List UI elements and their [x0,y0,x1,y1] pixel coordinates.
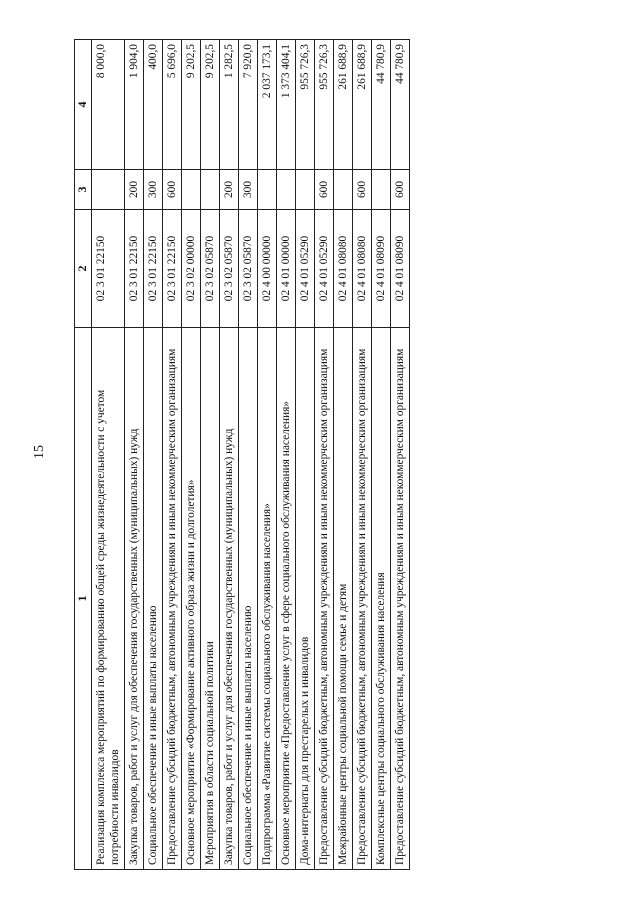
row-name-cell: Подпрограмма «Развитие системы социального обслуживания населения» [258,328,277,870]
row-name-cell: Закупка товаров, работ и услуг для обеспечения государственных (муниципальных) нужд [220,328,239,870]
row-code-cell: 02 3 01 22150 [144,210,163,328]
row-name-cell: Социальное обеспечение и иные выплаты населению [239,328,258,870]
table-row [315,40,334,870]
row-expense-type-cell [334,170,353,210]
row-name-cell: Межрайонные центры социальной помощи семье и детям [334,328,353,870]
row-name-cell: Социальное обеспечение и иные выплаты населению [144,328,163,870]
column-header-2: 2 [75,210,92,328]
row-expense-type-cell [258,170,277,210]
row-expense-type-cell: 600 [353,170,372,210]
row-amount-cell: 261 688,9 [353,40,372,170]
row-code-cell: 02 3 02 00000 [182,210,201,328]
row-amount-cell: 9 202,5 [182,40,201,170]
row-amount-cell: 44 780,9 [391,40,410,170]
table-row [92,40,125,870]
row-code-cell: 02 3 02 05870 [220,210,239,328]
row-amount-cell: 400,0 [144,40,163,170]
row-expense-type-cell: 300 [144,170,163,210]
row-name-cell: Предоставление субсидий бюджетным, автономным учреждениям и иным некоммерческим организациям [391,328,410,870]
row-name-cell: Дома-интернаты для престарелых и инвалидов [296,328,315,870]
row-amount-cell: 8 000,0 [92,40,125,170]
table-row [144,40,163,870]
row-amount-cell: 261 688,9 [334,40,353,170]
row-expense-type-cell [296,170,315,210]
row-code-cell: 02 3 02 05870 [201,210,220,328]
row-amount-cell: 2 037 173,1 [258,40,277,170]
table-row [125,40,144,870]
row-amount-cell: 1 282,5 [220,40,239,170]
row-code-cell: 02 3 02 05870 [239,210,258,328]
row-code-cell: 02 4 01 05290 [296,210,315,328]
row-amount-cell: 1 904,0 [125,40,144,170]
row-expense-type-cell: 600 [391,170,410,210]
table-row [353,40,372,870]
row-code-cell: 02 4 01 08090 [372,210,391,328]
row-amount-cell: 955 726,3 [296,40,315,170]
row-name-cell: Предоставление субсидий бюджетным, автономным учреждениям и иным некоммерческим организациям [315,328,334,870]
row-expense-type-cell [372,170,391,210]
row-expense-type-cell: 200 [125,170,144,210]
row-code-cell: 02 4 01 08080 [334,210,353,328]
table-row [258,40,277,870]
row-expense-type-cell [201,170,220,210]
row-amount-cell: 9 202,5 [201,40,220,170]
column-header-4: 4 [75,40,92,170]
row-name-cell: Закупка товаров, работ и услуг для обеспечения государственных (муниципальных) нужд [125,328,144,870]
row-name-cell: Реализация комплекса мероприятий по формированию общей среды жизнедеятельности с учетом потребности инвалидов [92,328,125,870]
table-row [372,40,391,870]
row-name-cell: Основное мероприятие «Формирование активного образа жизни и долголетия» [182,328,201,870]
row-name-cell: Комплексные центры социального обслуживания населения [372,328,391,870]
table-row [296,40,315,870]
table-row [334,40,353,870]
table-row [391,40,410,870]
table-row [163,40,182,870]
row-expense-type-cell: 200 [220,170,239,210]
table-row [277,40,296,870]
row-code-cell: 02 4 00 00000 [258,210,277,328]
row-name-cell: Основное мероприятие «Предоставление услуг в сфере социального обслуживания населения» [277,328,296,870]
row-expense-type-cell [182,170,201,210]
row-code-cell: 02 4 01 00000 [277,210,296,328]
row-code-cell: 02 4 01 08080 [353,210,372,328]
row-code-cell: 02 3 01 22150 [92,210,125,328]
row-expense-type-cell: 300 [239,170,258,210]
table-row [182,40,201,870]
row-amount-cell: 7 920,0 [239,40,258,170]
row-name-cell: Предоставление субсидий бюджетным, автономным учреждениям и иным некоммерческим организациям [163,328,182,870]
column-header-1: 1 [75,328,92,870]
row-expense-type-cell: 600 [163,170,182,210]
table-row [239,40,258,870]
table-header-row [75,40,92,870]
row-name-cell: Мероприятия в области социальной политики [201,328,220,870]
row-code-cell: 02 4 01 08090 [391,210,410,328]
row-name-cell: Предоставление субсидий бюджетным, автономным учреждениям и иным некоммерческим организациям [353,328,372,870]
budget-table [74,39,410,870]
row-amount-cell: 1 373 404,1 [277,40,296,170]
row-amount-cell: 955 726,3 [315,40,334,170]
row-expense-type-cell: 600 [315,170,334,210]
row-expense-type-cell [92,170,125,210]
table-row [220,40,239,870]
rotated-table-container [74,40,564,870]
row-amount-cell: 44 780,9 [372,40,391,170]
table-row [201,40,220,870]
table-body [92,40,410,870]
row-code-cell: 02 3 01 22150 [163,210,182,328]
row-expense-type-cell [277,170,296,210]
row-code-cell: 02 3 01 22150 [125,210,144,328]
page-number: 15 [32,445,47,459]
column-header-3: 3 [75,170,92,210]
row-amount-cell: 5 696,0 [163,40,182,170]
row-code-cell: 02 4 01 05290 [315,210,334,328]
